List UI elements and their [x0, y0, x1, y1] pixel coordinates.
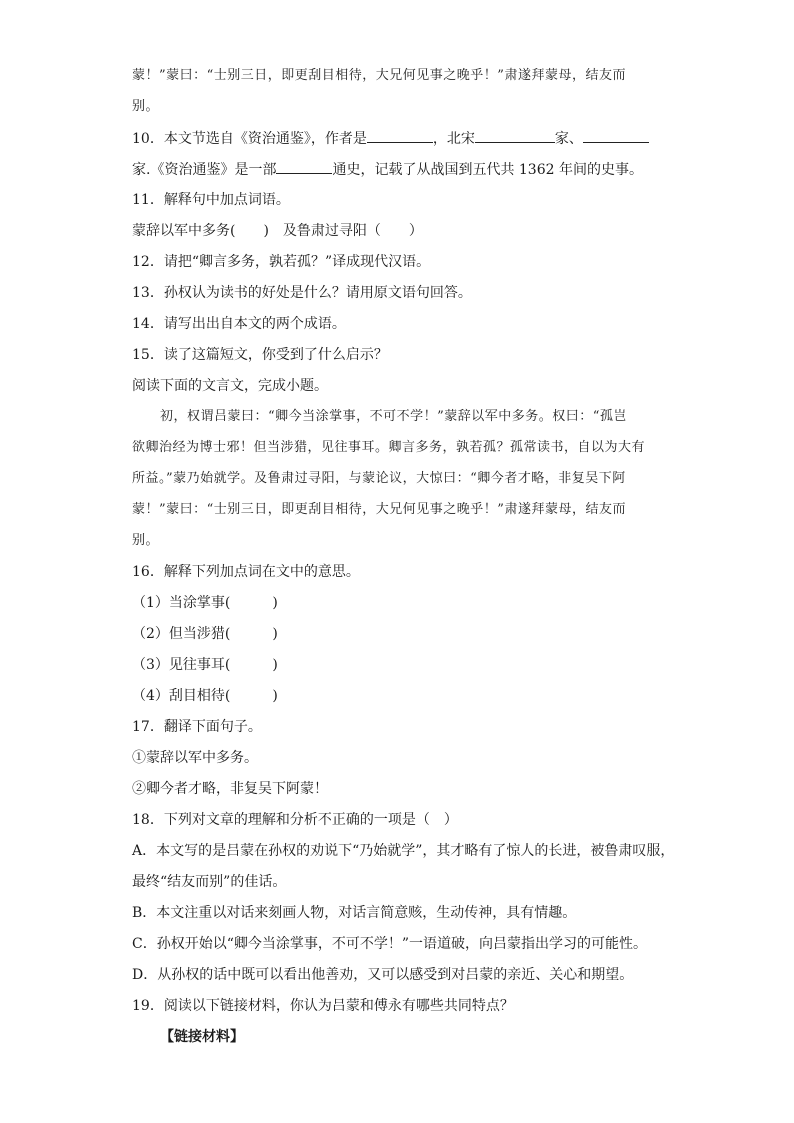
question-16-item: （2）但当涉猎( ) — [132, 626, 278, 642]
question-16-item: （4）刮目相待( ) — [132, 688, 278, 704]
question-18-option-b: B．本文注重以对话来刻画人物，对话言简意赅，生动传神，具有情趣。 — [132, 905, 577, 921]
question-15: 15．读了这篇短文，你受到了什么启示？ — [132, 347, 388, 363]
question-11-title: 11．解释句中加点词语。 — [132, 192, 290, 208]
question-10-line-1 — [132, 128, 649, 149]
question-14: 14．请写出出自本文的两个成语。 — [132, 316, 346, 332]
q10-text-3: 家、 — [554, 131, 583, 147]
question-13: 13．孙权认为读书的好处是什么？请用原文语句回答。 — [132, 285, 472, 301]
passage-top-line-1: 蒙！”蒙曰：“士别三日，即更刮目相待，大兄何见事之晚乎！”肃遂拜蒙母，结友而 — [132, 68, 626, 83]
passage-top-line-2: 别。 — [132, 99, 160, 114]
passage-line-3: 所益。”蒙乃始就学。及鲁肃过寻阳，与蒙论议，大惊曰：“卿今者才略，非复吴下阿 — [132, 471, 626, 486]
reading-intro: 阅读下面的文言文，完成小题。 — [132, 378, 328, 394]
question-10-line-2 — [132, 159, 643, 180]
author-blank[interactable] — [367, 128, 433, 143]
question-17-sentence-1: ①蒙辞以军中多务。 — [132, 750, 258, 766]
q10-text-5: 通史，记载了从战国到五代共 1362 年间的史事。 — [332, 162, 643, 178]
question-16-title: 16．解释下列加点词在文中的意思。 — [132, 564, 360, 580]
passage-line-4: 蒙！”蒙曰：“士别三日，即更刮目相待，大兄何见事之晚乎！”肃遂拜蒙母，结友而 — [132, 502, 626, 517]
question-18-option-c: C．孙权开始以“卿今当涂掌事，不可不学！”一语道破，向吕蒙指出学习的可能性。 — [132, 936, 648, 952]
profession-blank-1[interactable] — [475, 128, 555, 143]
question-18-title: 18．下列对文章的理解和分析不正确的一项是（ ） — [132, 812, 458, 828]
question-11-body: 蒙辞以军中多务( ) 及鲁肃过寻阳（ ） — [132, 223, 423, 239]
q10-text-4: 家.《资治通鉴》是一部 — [132, 162, 277, 178]
question-12: 12．请把“卿言多务，孰若孤？”译成现代汉语。 — [132, 254, 431, 270]
question-16-item: （1）当涂掌事( ) — [132, 595, 278, 611]
question-16-item: （3）见往事耳( ) — [132, 657, 278, 673]
question-18-option-a: A．本文写的是吕蒙在孙权的劝说下“乃始就学”，其才略有了惊人的长进，被鲁肃叹服， — [132, 843, 675, 859]
question-17-title: 17．翻译下面句子。 — [132, 719, 262, 735]
passage-line-2: 欲卿治经为博士邪！但当涉猎，见往事耳。卿言多务，孰若孤？孤常读书，自以为大有 — [132, 440, 646, 455]
profession-blank-2[interactable] — [583, 128, 649, 143]
passage-line-5: 别。 — [132, 533, 160, 548]
q10-text-2: ，北宋 — [432, 131, 475, 147]
question-17-sentence-2: ②卿今者才略，非复吴下阿蒙！ — [132, 781, 328, 797]
q10-text-1: 10．本文节选自《资治通鉴》，作者是 — [132, 131, 367, 147]
question-19: 19．阅读以下链接材料，你认为吕蒙和傅永有哪些共同特点？ — [132, 998, 514, 1014]
link-material-heading: 【链接材料】 — [160, 1029, 244, 1045]
history-type-blank[interactable] — [276, 159, 332, 174]
question-18-option-a-cont: 最终“结友而别”的佳话。 — [132, 874, 287, 890]
question-18-option-d: D．从孙权的话中既可以看出他善劝，又可以感受到对吕蒙的亲近、关心和期望。 — [132, 967, 634, 983]
passage-line-1: 初，权谓吕蒙曰：“卿今当涂掌事，不可不学！”蒙辞以军中多务。权曰：“孤岂 — [160, 409, 627, 424]
